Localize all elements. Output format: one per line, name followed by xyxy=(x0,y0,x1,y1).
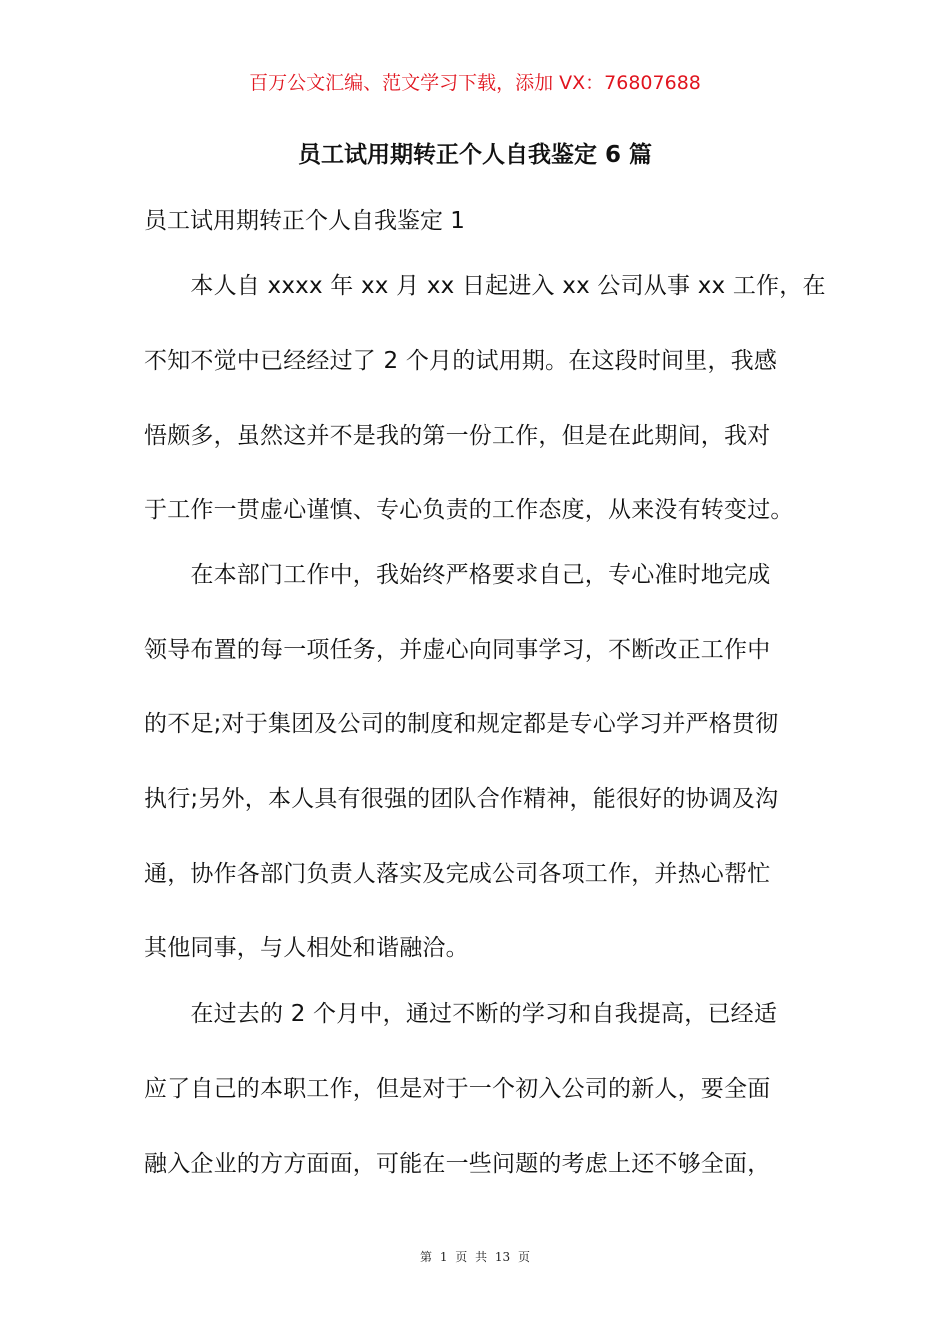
body-line: 悟颇多，虽然这并不是我的第一份工作，但是在此期间，我对 xyxy=(144,423,771,449)
page-indicator: 第 1 页 共 13 页 xyxy=(420,1250,530,1264)
body-line: 在本部门工作中，我始终严格要求自己，专心准时地完成 xyxy=(144,562,771,588)
body-line: 融入企业的方方面面，可能在一些问题的考虑上还不够全面， xyxy=(144,1151,771,1177)
body-line: 领导布置的每一项任务，并虚心向同事学习，不断改正工作中 xyxy=(144,637,771,663)
promo-banner: 百万公文汇编、范文学习下载，添加 VX：76807688 xyxy=(249,72,701,94)
section-heading: 员工试用期转正个人自我鉴定 1 xyxy=(144,208,465,234)
body-line: 其他同事，与人相处和谐融洽。 xyxy=(144,935,469,961)
document-title: 员工试用期转正个人自我鉴定 6 篇 xyxy=(297,142,653,168)
body-line: 应了自己的本职工作，但是对于一个初入公司的新人，要全面 xyxy=(144,1076,771,1102)
body-line: 不知不觉中已经经过了 2 个月的试用期。在这段时间里，我感 xyxy=(144,348,778,374)
body-line: 执行;另外，本人具有很强的团队合作精神，能很好的协调及沟 xyxy=(144,786,779,812)
body-line: 的不足;对于集团及公司的制度和规定都是专心学习并严格贯彻 xyxy=(144,711,779,737)
body-line: 本人自 xxxx 年 xx 月 xx 日起进入 xx 公司从事 xx 工作，在 xyxy=(144,273,826,299)
body-line: 在过去的 2 个月中，通过不断的学习和自我提高，已经适 xyxy=(144,1001,778,1027)
body-line: 于工作一贯虚心谨慎、专心负责的工作态度，从来没有转变过。 xyxy=(144,497,794,523)
body-line: 通，协作各部门负责人落实及完成公司各项工作，并热心帮忙 xyxy=(144,861,771,887)
